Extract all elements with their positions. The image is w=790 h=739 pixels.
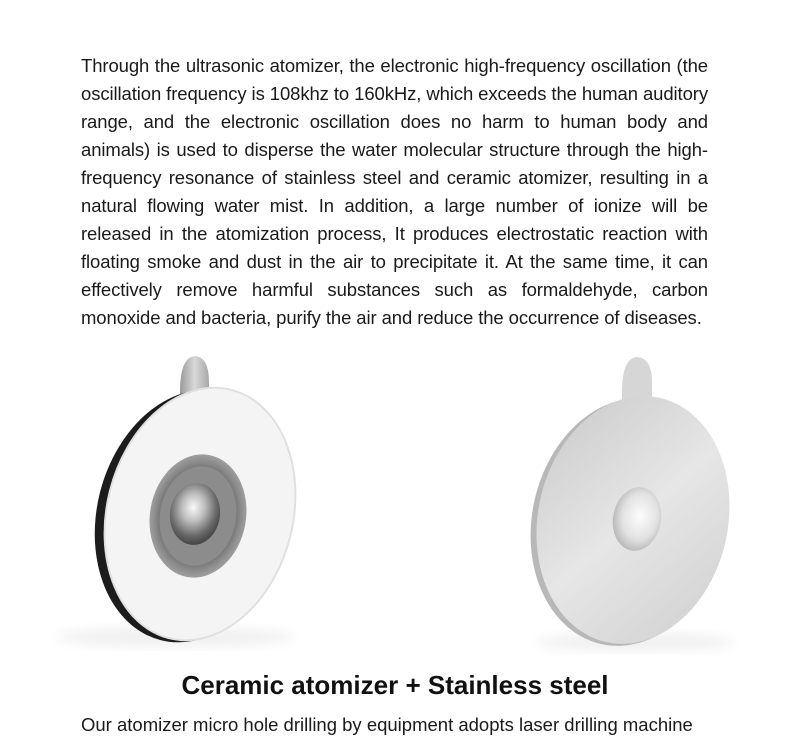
section-title: Ceramic atomizer + Stainless steel — [181, 670, 609, 700]
continued-paragraph: Our atomizer micro hole drilling by equipment adopts laser drilling machine — [81, 714, 693, 735]
atomizer-product-image — [0, 352, 790, 664]
intro-paragraph: Through the ultrasonic atomizer, the electronic high-frequency oscillation (the oscillation frequency is 108khz to 160kHz, which exceeds the human auditory range, and the electronic oscillation does no harm to human body and animals) is used to disperse the water molecular structure through the high-frequency resonance of stainless steel and ceramic atomizer, resulting in a natural flowing water mist. In addition, a large number of ionize will be released in the atomization process, It produces electrostatic reaction with floating smoke and dust in the air to precipitate it. At the same time, it can effectively remove harmful substances such as formaldehyde, carbon monoxide and bacteria, purify the air and reduce the occurrence of diseases. — [81, 55, 708, 328]
stainless-steel-atomizer-disc — [508, 357, 752, 664]
ceramic-atomizer-disc — [55, 356, 321, 663]
